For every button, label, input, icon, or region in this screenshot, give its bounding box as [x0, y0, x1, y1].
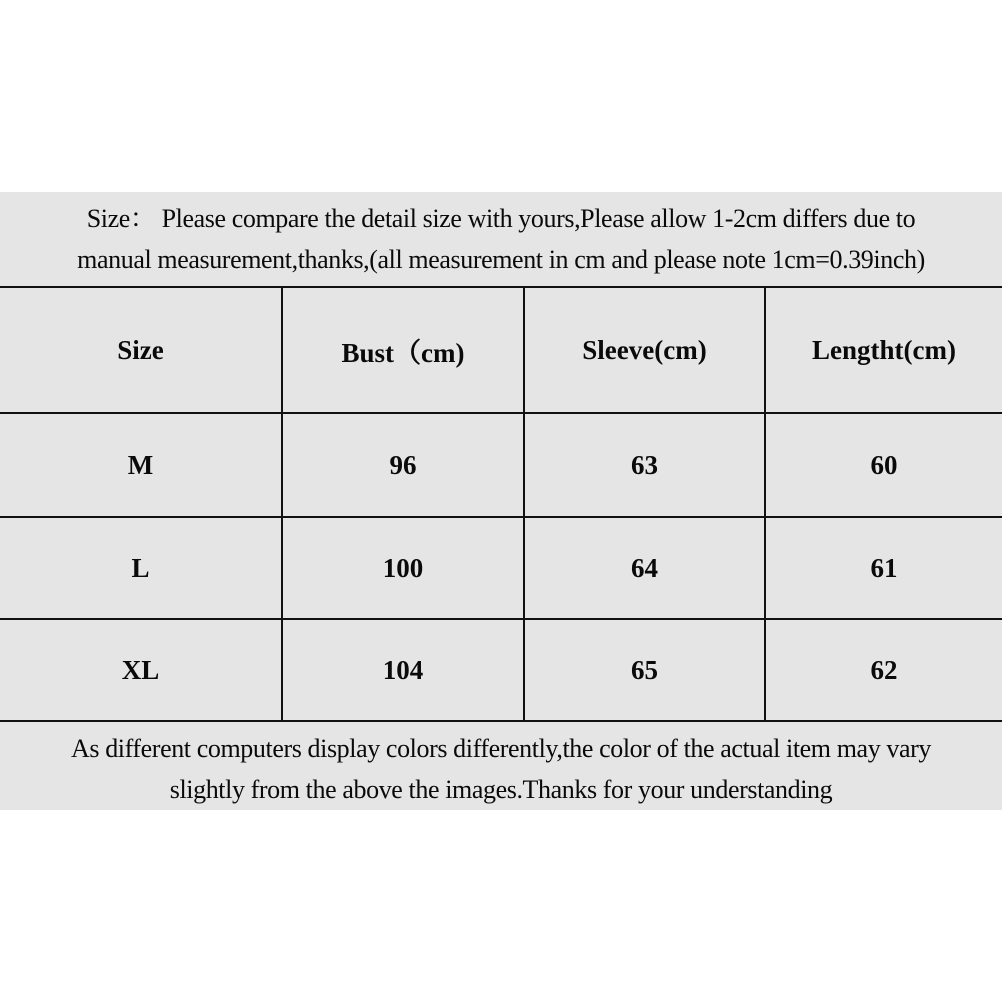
cell-size: M	[127, 449, 154, 480]
header-sleeve: Sleeve(cm)	[582, 334, 707, 365]
color-disclaimer-line: slightly from the above the images.Thanks for your understanding	[169, 775, 833, 804]
size-note	[0, 198, 1002, 280]
cell-sleeve: 63	[631, 449, 658, 480]
cell-size: L	[131, 552, 150, 583]
size-chart	[0, 192, 1002, 810]
size-note-line: Size： Please compare the detail size with yours,Please allow 1-2cm differs due to	[86, 204, 916, 233]
header-length: Lengtht(cm)	[812, 334, 956, 365]
cell-bust: 104	[382, 654, 424, 685]
cell-size: XL	[121, 654, 160, 685]
cell-bust: 100	[382, 552, 424, 583]
cell-length: 61	[870, 552, 898, 583]
header-size: Size	[117, 334, 164, 365]
cell-sleeve: 65	[631, 654, 658, 685]
cell-length: 60	[870, 449, 898, 480]
color-disclaimer-line: As different computers display colors differently,the color of the actual item may vary	[71, 734, 931, 763]
cell-sleeve: 64	[631, 552, 658, 583]
cell-length: 62	[870, 654, 898, 685]
size-note-line: manual measurement,thanks,(all measurement in cm and please note 1cm=0.39inch)	[77, 245, 925, 274]
color-disclaimer	[0, 728, 1002, 810]
cell-bust: 96	[389, 449, 417, 480]
table-border-bottom	[0, 720, 1002, 722]
header-bust: Bust（cm)	[341, 337, 465, 368]
